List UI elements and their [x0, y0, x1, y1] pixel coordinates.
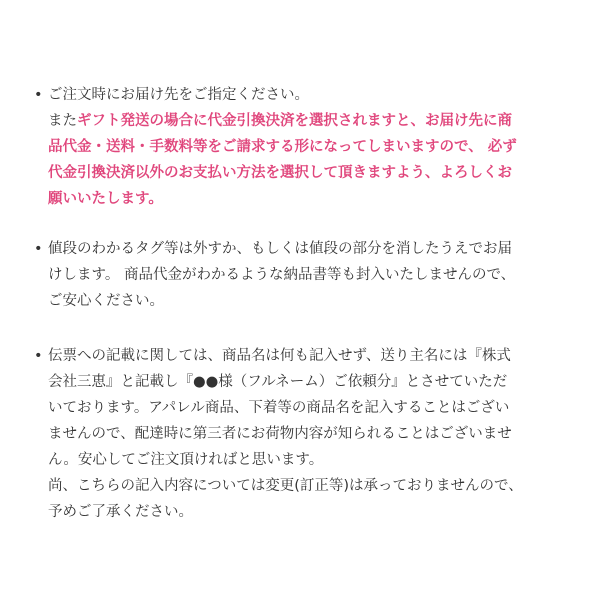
text-line: 会社三恵』と記載し『●●様（フルネーム）ご依頼分』とさせていただ [48, 374, 508, 390]
text-highlight: 代金引換決済以外のお支払い方法を選択して頂きますよう、よろしくお [48, 165, 512, 181]
notice-text [48, 82, 574, 212]
text-line: ませんので、配達時に第三者にお荷物内容が知られることはございませ [48, 426, 512, 442]
text-highlight: 願いいたします。 [48, 191, 163, 207]
text-plain: また [48, 113, 77, 129]
text-line: ご安心ください。 [48, 293, 164, 309]
text-highlight: 品代金・送料・手数料等をご請求する形になってしまいますので、 必ず [48, 139, 517, 155]
text-line [48, 134, 574, 160]
text-line: 尚、こちらの記入内容については変更(訂正等)は承っておりませんので、 [48, 478, 523, 494]
text-line: ん。安心してご注文頂ければと思います。 [48, 452, 324, 468]
text-line: けします。 商品代金がわかるような納品書等も封入いたしませんので、 [48, 267, 516, 283]
text-line [48, 160, 574, 186]
text-line [48, 108, 574, 134]
text-line: 値段のわかるタグ等は外すか、もしくは値段の部分を消したうえでお届 [48, 241, 512, 257]
bullet-point: • [34, 348, 43, 364]
text-line [48, 186, 574, 212]
notice-shipping-slip [34, 343, 574, 525]
notice-text [48, 343, 574, 525]
text-highlight: ギフト発送の場合に代金引換決済を選択されますと、お届け先に商 [77, 113, 512, 129]
bullet-point: • [34, 241, 43, 257]
notice-price-tags [34, 236, 574, 314]
notice-delivery-address [34, 82, 574, 212]
text-plain: ご注文時にお届け先をご指定ください。 [48, 87, 309, 103]
notice-text [48, 236, 574, 314]
text-line: 伝票への記載に関しては、商品名は何も記入せず、送り主名には『株式 [48, 348, 511, 364]
text-line [48, 82, 574, 108]
text-line: いております。アパレル商品、下着等の商品名を記入することはござい [48, 400, 510, 416]
bullet-point: • [34, 87, 43, 103]
text-line: 予めご了承ください。 [48, 504, 193, 520]
